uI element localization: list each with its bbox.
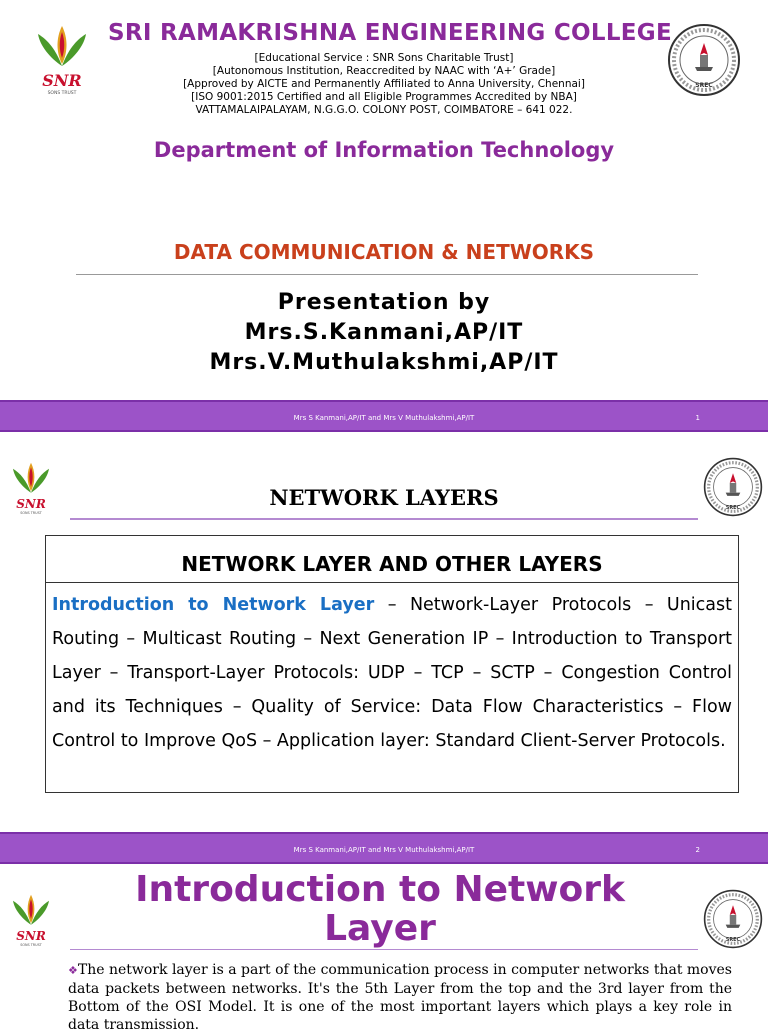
affiliation-line: [ISO 9001:2015 Certified and all Eligible Programmes Accredited by NBA] (191, 91, 577, 103)
slide-title: NETWORK LAYERS (269, 485, 499, 510)
svg-text:SREC: SREC (695, 82, 713, 89)
presentation-by: Presentation by (277, 290, 491, 315)
footer-authors: Mrs S Kanmani,AP/IT and Mrs V Muthulakshmi,AP/IT (293, 846, 475, 854)
syllabus-heading: NETWORK LAYER AND OTHER LAYERS (46, 536, 738, 583)
highlight-topic: Introduction to Network Layer (52, 595, 375, 615)
svg-text:SREC: SREC (725, 504, 741, 511)
syllabus-text (52, 588, 732, 758)
svg-text:SONS TRUST: SONS TRUST (20, 510, 42, 515)
syllabus-box (45, 535, 739, 793)
slide-footer (0, 400, 768, 432)
page-number: 1 (695, 414, 700, 422)
slide-title-line: Introduction to Network (135, 869, 625, 910)
divider (76, 274, 698, 275)
affiliation-line: [Educational Service : SNR Sons Charitable Trust] (254, 52, 514, 64)
slide-1 (0, 0, 768, 400)
presenter-name: Mrs.V.Muthulakshmi,AP/IT (209, 350, 559, 375)
footer-authors: Mrs S Kanmani,AP/IT and Mrs V Muthulakshmi,AP/IT (293, 414, 475, 422)
title-underline (70, 518, 698, 520)
department-name: Department of Information Technology (153, 138, 615, 162)
college-seal-icon (703, 889, 763, 949)
affiliation-line: [Approved by AICTE and Permanently Affiliated to Anna University, Chennai] (183, 78, 585, 90)
slide-title (100, 870, 660, 948)
svg-text:SREC: SREC (725, 936, 741, 943)
slide-3 (0, 864, 768, 1033)
college-name: SRI RAMAKRISHNA ENGINEERING COLLEGE (107, 20, 673, 46)
page-number: 2 (695, 846, 700, 854)
snr-logo-icon (7, 888, 55, 948)
svg-text:SNR: SNR (16, 496, 46, 511)
syllabus-topics: – Network-Layer Protocols – Unicast Routing – Multicast Routing – Next Generation IP – Introduction to Transport Layer – Transport-Layer Protocols: UDP – TCP – SCTP – Congestion Control and its Techniques – Quality of Service: Data Flow Characteristics – Flow Control to Improve QoS – Application layer: Standard Client-Server Protocols. (52, 595, 732, 751)
college-address: VATTAMALAIPALAYAM, N.G.G.O. COLONY POST, COIMBATORE – 641 022. (195, 104, 573, 116)
affiliation-line: [Autonomous Institution, Reaccredited by NAAC with ‘A+’ Grade] (212, 65, 556, 77)
slide-title-line: Layer (324, 908, 436, 949)
svg-text:SNR: SNR (16, 928, 46, 943)
slide-2 (0, 432, 768, 832)
svg-text:SONS TRUST: SONS TRUST (47, 91, 77, 96)
presenter-name: Mrs.S.Kanmani,AP/IT (244, 320, 524, 345)
svg-text:SONS TRUST: SONS TRUST (20, 942, 42, 947)
slide-footer (0, 832, 768, 864)
course-title: DATA COMMUNICATION & NETWORKS (173, 240, 595, 264)
bullet-icon: ❖ (68, 964, 78, 977)
intro-text: The network layer is a part of the communication process in computer networks that moves data packets between networks. It's the 5th Layer from the top and the 3rd layer from the Bottom of the OSI Model. It is one of the most important layers which plays a key role in data transmission. (68, 962, 732, 1033)
title-underline (70, 949, 698, 950)
intro-paragraph (68, 961, 732, 1034)
svg-text:SNR: SNR (42, 71, 82, 90)
